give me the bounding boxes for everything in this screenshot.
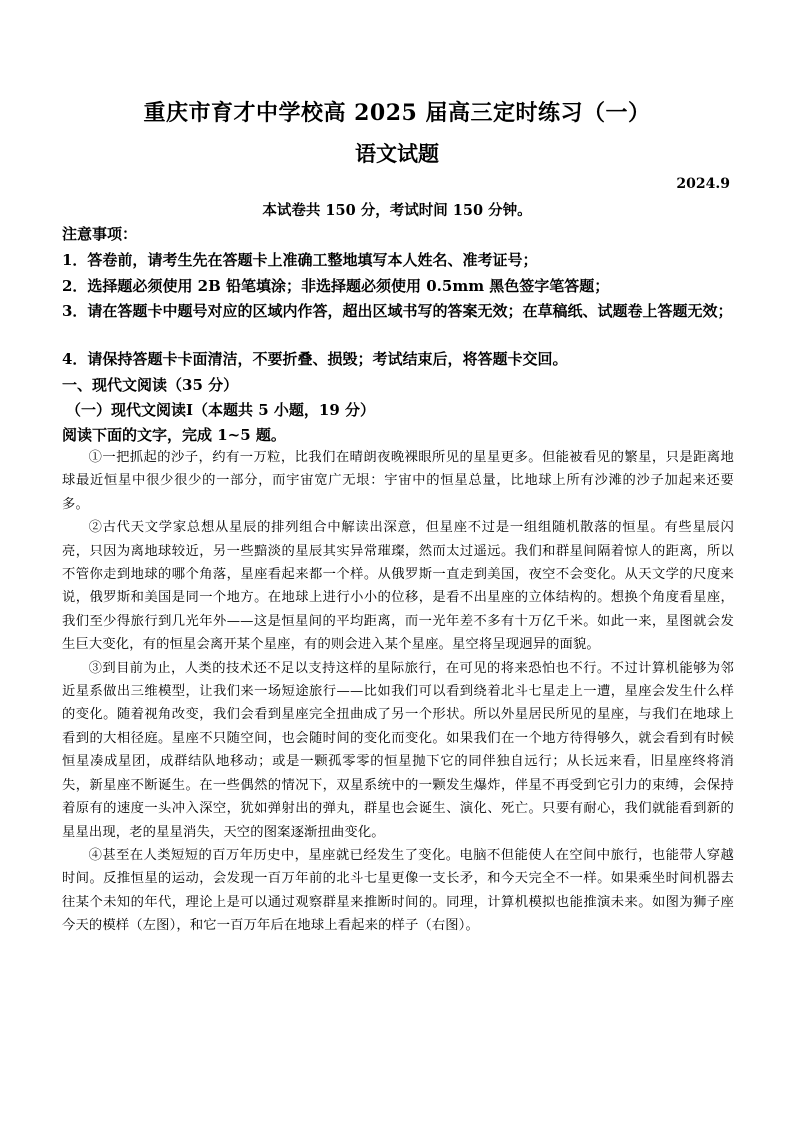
notice-item: 2．选择题必须使用 2B 铅笔填涂；非选择题必须使用 0.5mm 黑色签字笔答题； (62, 277, 610, 295)
exam-info: 本试卷共 150 分，考试时间 150 分钟。 (262, 202, 532, 219)
notice-item: 1．答卷前，请考生先在答题卡上准确工整地填写本人姓名、准考证号； (62, 251, 538, 269)
section-title: 一、现代文阅读（35 分） (62, 376, 239, 394)
notice-item: 3．请在答题卡中题号对应的区域内作答，超出区域书写的答案无效；在草稿纸、试题卷上答题无效； (62, 302, 733, 320)
notice-heading: 注意事项： (62, 225, 138, 243)
passage-paragraph: ④甚至在人类短短的百万年历史中，星座就已经发生了变化。电脑不但能使人在空间中旅行，也能带人穿越时间。反推恒星的运动，会发现一百万年前的北斗七星更像一支长矛，和今天完全不一样。如果乘坐时间机器去往某个未知的年代，理论上是可以通过观察群星来推断时间的。同理，计算机模拟也能推演未来。如图为狮子座今天的模样（左图），和它一百万年后在地球上看起来的样子（右图）。 (62, 847, 734, 934)
subsection-title: （一）现代文阅读Ⅰ（本题共 5 小题，19 分） (66, 401, 375, 419)
reading-passage (62, 446, 734, 938)
exam-subtitle: 语文试题 (355, 141, 439, 166)
passage-paragraph: ②古代天文学家总想从星辰的排列组合中解读出深意，但星座不过是一组组随机散落的恒星。有些星辰闪亮，只因为离地球较近，另一些黯淡的星辰其实异常璀璨，然而太过遥远。我们和群星间隔着惊人的距离，所以不管你走到地球的哪个角落，星座看起来都一个样。从俄罗斯一直走到美国，夜空不会变化。从天文学的尺度来说，俄罗斯和美国是同一个地方。在地球上进行小小的位移，是看不出星座的立体结构的。想换个角度看星座，我们至少得旅行到几光年外——这是恒星间的平均距离，而一光年差不多有十万亿千米。如此一来，星图就会发生巨大变化，有的恒星会离开某个星座，有的则会进入某个星座。星空将呈现迥异的面貌。 (62, 520, 734, 653)
passage-paragraph: ①一把抓起的沙子，约有一万粒，比我们在晴朗夜晚裸眼所见的星星更多。但能被看见的繁星，只是距离地球最近恒星中很少很少的一部分，而宇宙宽广无垠：宇宙中的恒星总量，比地球上所有沙滩的沙子加起来还要多。 (62, 450, 734, 512)
reading-instruction: 阅读下面的文字，完成 1~5 题。 (62, 426, 286, 444)
exam-date: 2024.9 (676, 176, 730, 192)
exam-title: 重庆市育才中学校高 2025 届高三定时练习（一） (143, 100, 651, 126)
passage-paragraph: ③到目前为止，人类的技术还不足以支持这样的星际旅行，在可见的将来恐怕也不行。不过计算机能够为邻近星系做出三维模型，让我们来一场短途旅行——比如我们可以看到绕着北斗七星走上一遭，星座会发生什么样的变化。随着视角改变，我们会看到星座完全扭曲成了另一个形状。所以外星居民所见的星座，与我们在地球上看到的大相径庭。星座不只随空间，也会随时间的变化而变化。如果我们在一个地方待得够久，就会看到有时候恒星凑成星团，成群结队地移动；或是一颗孤零零的恒星抛下它的同伴独自远行；从长远来看，旧星座终将消失，新星座不断诞生。在一些偶然的情况下，双星系统中的一颗发生爆炸，伴星不再受到它引力的束缚，会保持着原有的速度一头冲入深空，犹如弹射出的弹丸，群星也会诞生、演化、死亡。只要有耐心，我们就能看到新的星星出现，老的星星消失，天空的图案逐渐扭曲变化。 (62, 660, 734, 840)
notice-item: 4．请保持答题卡卡面清洁，不要折叠、损毁；考试结束后，将答题卡交回。 (62, 350, 568, 368)
